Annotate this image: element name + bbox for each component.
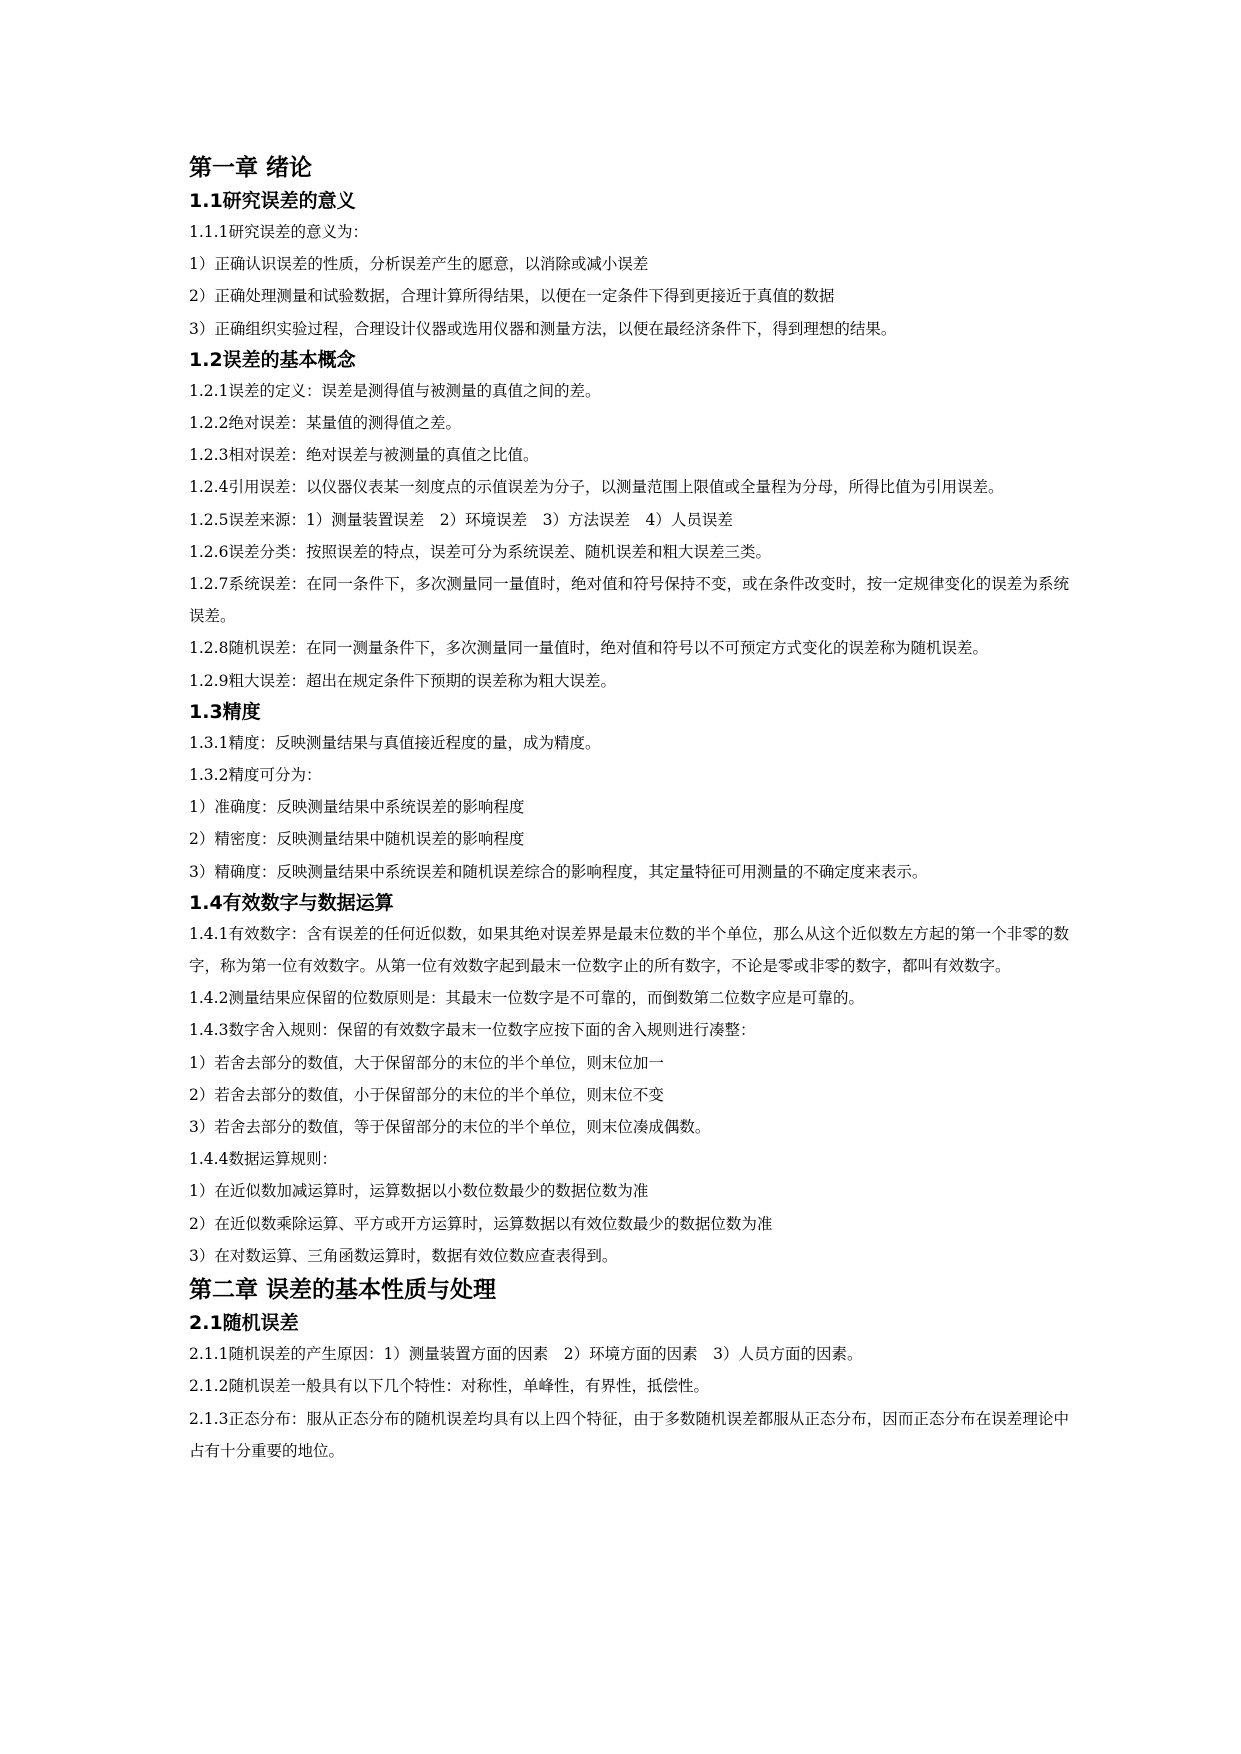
section-heading: 1.4有效数字与数据运算 xyxy=(189,891,394,914)
paragraph: 2）精密度：反映测量结果中随机误差的影响程度 xyxy=(189,830,525,849)
chapter-heading: 第一章 绪论 xyxy=(189,155,313,181)
paragraph: 1）若舍去部分的数值，大于保留部分的末位的半个单位，则末位加一 xyxy=(189,1053,664,1072)
paragraph: 2.1.2随机误差一般具有以下几个特性：对称性，单峰性，有界性，抵偿性。 xyxy=(189,1377,709,1396)
paragraph: 1.2.1误差的定义：误差是测得值与被测量的真值之间的差。 xyxy=(189,381,601,400)
section-heading: 1.3精度 xyxy=(189,700,261,723)
paragraph: 1）正确认识误差的性质，分析误差产生的愿意，以消除或减小误差 xyxy=(189,255,649,274)
paragraph: 1.2.3相对误差：绝对误差与被测量的真值之比值。 xyxy=(189,446,539,465)
chapter-heading: 第二章 误差的基本性质与处理 xyxy=(189,1277,497,1304)
section-heading: 2.1随机误差 xyxy=(189,1312,299,1335)
document-body xyxy=(189,150,1069,1467)
paragraph: 1.2.7系统误差：在同一条件下，多次测量同一量值时，绝对值和符号保持不变，或在条件改变时，按一定规律变化的误差为系统误差。 xyxy=(189,575,1069,626)
paragraph: 1.2.9粗大误差：超出在规定条件下预期的误差称为粗大误差。 xyxy=(189,671,616,690)
paragraph: 2.1.1随机误差的产生原因：1）测量装置方面的因素 2）环境方面的因素 3）人员方面的因素。 xyxy=(189,1345,863,1364)
paragraph: 1.3.1精度：反映测量结果与真值接近程度的量，成为精度。 xyxy=(189,733,601,752)
paragraph: 1.2.4引用误差：以仪器仪表某一刻度点的示值误差为分子，以测量范围上限值或全量程为分母，所得比值为引用误差。 xyxy=(189,478,1004,497)
paragraph: 2）若舍去部分的数值，小于保留部分的末位的半个单位，则末位不变 xyxy=(189,1085,664,1104)
paragraph: 2）在近似数乘除运算、平方或开方运算时，运算数据以有效位数最少的数据位数为准 xyxy=(189,1214,773,1233)
paragraph: 1.2.8随机误差：在同一测量条件下，多次测量同一量值时，绝对值和符号以不可预定方式变化的误差称为随机误差。 xyxy=(189,639,988,658)
section-heading: 1.1研究误差的意义 xyxy=(189,190,356,212)
paragraph: 1.4.1有效数字：含有误差的任何近似数，如果其绝对误差界是最末位数的半个单位，那么从这个近似数左方起的第一个非零的数字，称为第一位有效数字。从第一位有效数字起到最末一位数字止的所有数字，不论是零或非零的数字，都叫有效数字。 xyxy=(189,924,1069,976)
paragraph: 3）在对数运算、三角函数运算时，数据有效位数应查表得到。 xyxy=(189,1246,618,1265)
paragraph: 1.4.4数据运算规则： xyxy=(189,1150,337,1169)
paragraph: 1.2.5误差来源：1）测量装置误差 2）环境误差 3）方法误差 4）人员误差 xyxy=(189,510,733,529)
paragraph: 3）精确度：反映测量结果中系统误差和随机误差综合的影响程度，其定量特征可用测量的不确定度来表示。 xyxy=(189,862,928,881)
paragraph: 2）正确处理测量和试验数据，合理计算所得结果，以便在一定条件下得到更接近于真值的数据 xyxy=(189,287,835,306)
paragraph: 1）准确度：反映测量结果中系统误差的影响程度 xyxy=(189,798,525,817)
paragraph: 1.1.1研究误差的意义为： xyxy=(189,223,368,241)
paragraph: 2.1.3正态分布：服从正态分布的随机误差均具有以上四个特征，由于多数随机误差都服从正态分布，因而正态分布在误差理论中占有十分重要的地位。 xyxy=(189,1409,1069,1460)
paragraph: 1.4.2测量结果应保留的位数原则是：其最末一位数字是不可靠的，而倒数第二位数字应是可靠的。 xyxy=(189,989,864,1008)
paragraph: 1.4.3数字舍入规则：保留的有效数字最末一位数字应按下面的舍入规则进行凑整： xyxy=(189,1021,756,1040)
paragraph: 3）正确组织实验过程，合理设计仪器或选用仪器和测量方法，以便在最经济条件下，得到理想的结果。 xyxy=(189,319,897,338)
paragraph: 1.2.6误差分类：按照误差的特点，误差可分为系统误差、随机误差和粗大误差三类。 xyxy=(189,542,771,561)
section-heading: 1.2误差的基本概念 xyxy=(189,348,356,371)
paragraph: 1.2.2绝对误差：某量值的测得值之差。 xyxy=(189,414,461,433)
paragraph: 3）若舍去部分的数值，等于保留部分的末位的半个单位，则末位凑成偶数。 xyxy=(189,1118,711,1137)
paragraph: 1）在近似数加减运算时，运算数据以小数位数最少的数据位数为准 xyxy=(189,1182,649,1201)
paragraph: 1.3.2精度可分为： xyxy=(189,766,322,785)
